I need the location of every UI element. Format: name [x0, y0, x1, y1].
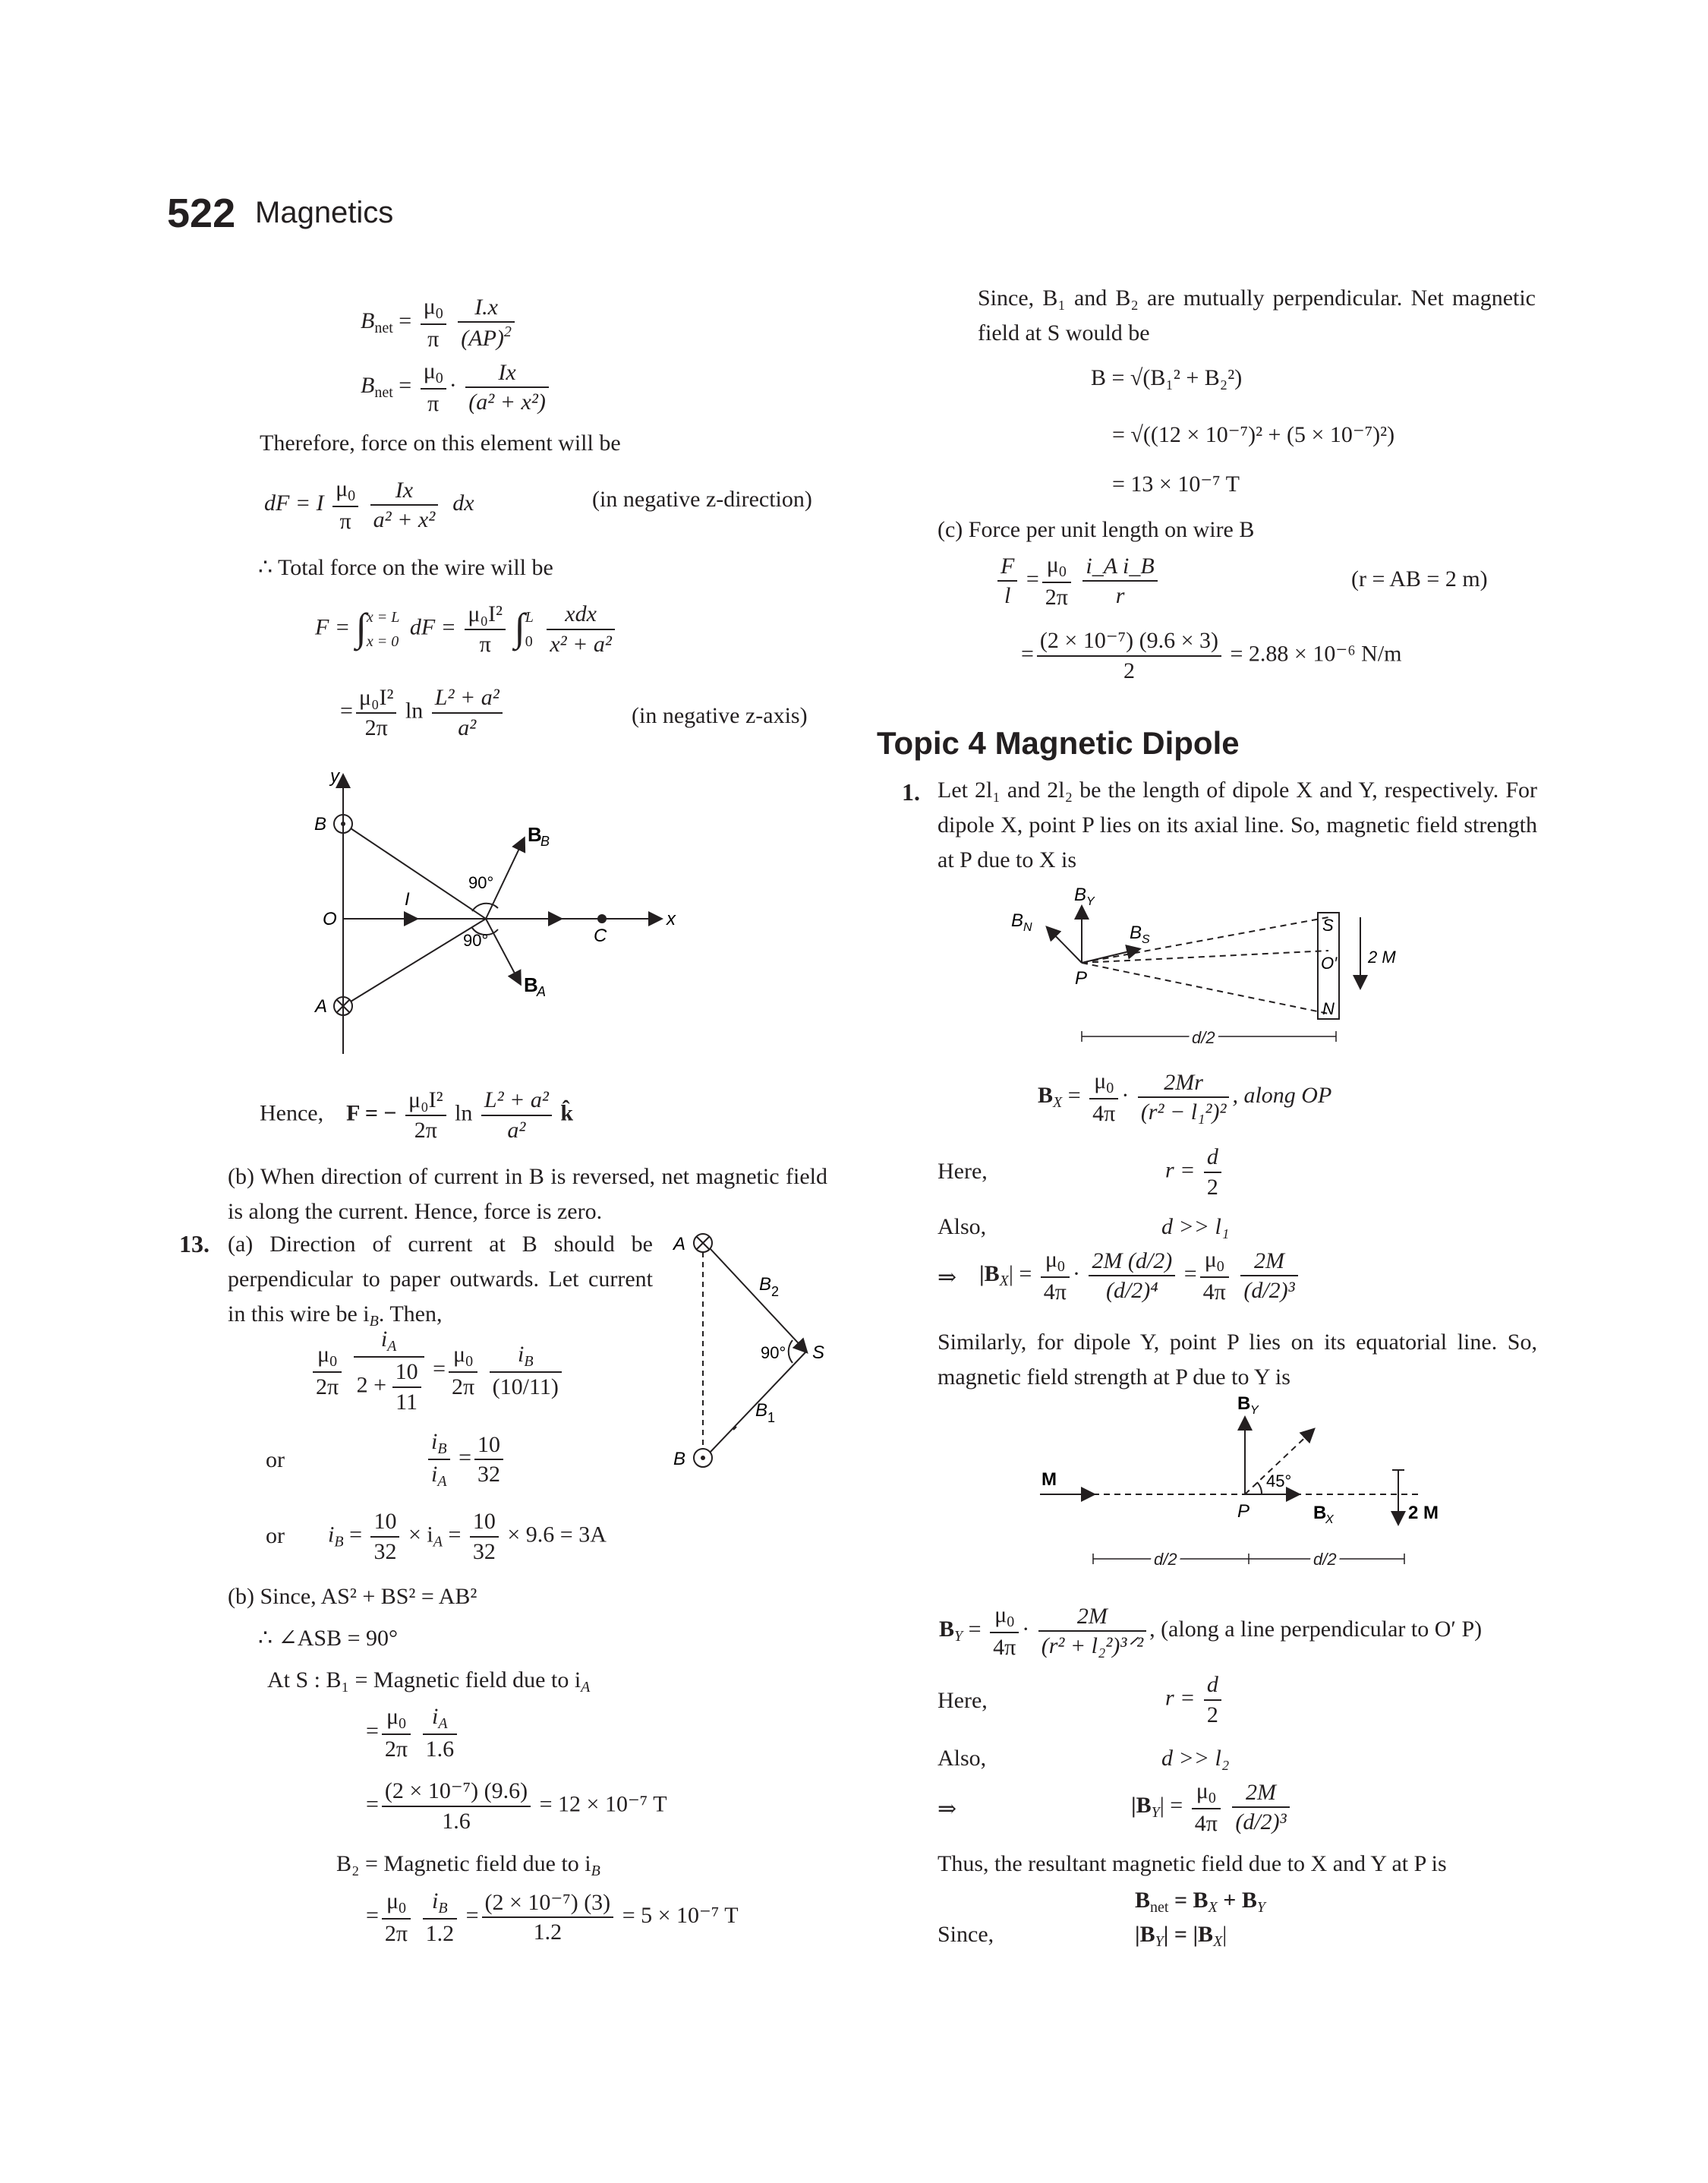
svg-text:M: M [1042, 1469, 1057, 1490]
svg-text:y: y [330, 766, 339, 787]
q1-text: Let 2l₁ and 2l₂ be the length of dipole X and Y, respectively. For dipole X, point P lies on its axial line. So, magnetic field strength at P due to X is [938, 778, 1537, 872]
svg-text:B: B [540, 834, 550, 849]
svg-text:B: B [673, 1449, 686, 1469]
also-2-label: Also, [938, 1746, 987, 1771]
eq-F-integral: F = ∫ x = L x = 0 dF = $\frac{\text{μ₀I²}}{\pi}$ ∫ L 0 xdx x² + a² [315, 600, 618, 658]
point-C [597, 914, 607, 923]
svg-text:B: B [755, 1400, 768, 1421]
part-c-line: (c) Force per unit length on wire B [938, 517, 1255, 542]
eq-13-3: $i_B$ = $\frac{10}{32}$ × $i_A$ = $\frac{10}{32}$ × 9.6 = 3A [328, 1509, 607, 1564]
BA-vector [486, 919, 520, 983]
svg-text:O′: O′ [1321, 954, 1338, 973]
svg-text:B: B [528, 823, 542, 846]
eq-b2: = $\frac{\mu_0}{2\pi}$ $\frac{i_B}{1.2}$ = $\frac{\text{(2 × 10⁻⁷) (3)}}{1.2}$ = 5 × 10⁻⁷ T [366, 1888, 739, 1946]
implies-1: ⇒ [938, 1265, 957, 1290]
svg-text:d/2: d/2 [1313, 1550, 1337, 1569]
eq-r-2: r = $\frac{d}{2}$ [1165, 1670, 1224, 1729]
svg-text:P: P [1237, 1501, 1250, 1522]
svg-text:A: A [673, 1234, 686, 1254]
force-line: Therefore, force on this element will be [260, 431, 621, 456]
at-s-line: At S : B₁ = Magnetic field due to $i_A$ [267, 1667, 591, 1696]
svg-text:d/2: d/2 [1154, 1550, 1177, 1569]
eq-hence: Hence, F = − $\frac{\text{μ₀I²}}{2\pi}$ ln $\frac{\text{L² + a²}}{\text{a²}}$ k̂ [260, 1087, 574, 1143]
svg-text:B: B [1130, 923, 1142, 943]
svg-text:2 M: 2 M [1408, 1503, 1439, 1523]
eq-B-3: = 13 × 10⁻⁷ T [1112, 472, 1240, 497]
total-force-line: ∴ Total force on the wire will be [258, 555, 553, 580]
part-b-text: (b) When direction of current in B is reversed, net magnetic field is along the current. Hence, force is zero. [228, 1164, 827, 1224]
svg-text:A: A [315, 996, 328, 1017]
figure-wires-force [304, 759, 698, 1063]
here-1-label: Here, [938, 1159, 988, 1184]
eq-13-1: $\frac{\mu_0}{2\pi}$ $i_A$ 2 + $\frac{10}{11}$ = $\frac{\mu_0}{2\pi}$ $\frac{i_B}{(10/11)}$ [310, 1325, 565, 1416]
page-number: 522 [167, 191, 236, 236]
here-2-label: Here, [938, 1688, 988, 1713]
svg-text:B: B [1074, 885, 1087, 905]
svg-text:90°: 90° [761, 1343, 786, 1362]
eq-c-1: $\frac{F}{l}$ = $\frac{\mu_0}{2\pi}$ $\frac{\text{i\_A i\_B}}{r}$ [994, 550, 1161, 612]
svg-text:1: 1 [767, 1410, 776, 1425]
svg-text:45°: 45° [1266, 1472, 1292, 1491]
eq-Bnet-sum: $B_{net} = B_X + B_Y$ [1135, 1888, 1266, 1916]
svg-text:A: A [537, 984, 547, 999]
q13-part-b: (b) Since, AS² + BS² = AB² [228, 1584, 477, 1609]
figure-triangle-ASB [660, 1226, 843, 1484]
q1-number: 1. [902, 778, 920, 806]
figure-dipole-axial [1002, 881, 1412, 1055]
chapter-title: Magnetics [255, 196, 394, 229]
eq-df: dF = I $\frac{\mu_0}{\pi}$ $\frac{Ix}{\text{a² + x²}}$ dx [264, 476, 474, 534]
eq-B-1: B = √(B₁² + B₂²) [1091, 365, 1243, 390]
or-1: or [266, 1447, 285, 1472]
df-note: (in negative z-direction) [592, 487, 812, 512]
eq-ln: = $\frac{\text{μ₀I²}}{2\pi}$ ln $\frac{\text{L² + a²}}{\text{a²}}$ [340, 683, 506, 742]
svg-text:S: S [1142, 933, 1150, 946]
since-last-label: Since, [938, 1922, 994, 1947]
svg-text:B: B [314, 814, 327, 834]
svg-text:B: B [759, 1274, 772, 1295]
svg-text:x: x [666, 909, 676, 929]
eq-bnet-2: $B_{net}$ = $\frac{\mu_0}{\pi}$ · $\frac{Ix}{\text{(a² + x²)}}$ [361, 357, 552, 418]
since-perpendicular: Since, B₁ and B₂ are mutually perpendicular. Net magnetic field at S would be [978, 285, 1536, 345]
similarly-text: Similarly, for dipole Y, point P lies on its equatorial line. So, magnetic field strength at P due to Y is [938, 1330, 1537, 1390]
angle-ASB: ∴ ∠ASB = 90° [258, 1626, 398, 1651]
svg-text:B: B [1313, 1503, 1327, 1523]
svg-text:2 M: 2 M [1368, 948, 1396, 967]
svg-text:90°: 90° [468, 873, 494, 892]
eq-b1-b: = $\frac{\text{(2 × 10⁻⁷) (9.6)}}{1.6}$ = 12 × 10⁻⁷ T [366, 1778, 667, 1834]
svg-text:X: X [1325, 1513, 1334, 1526]
svg-text:B: B [1237, 1393, 1251, 1414]
thus-text: Thus, the resultant magnetic field due to X and Y at P is [938, 1851, 1447, 1876]
implies-2: ⇒ [938, 1797, 957, 1822]
q13-part-a: (a) Direction of current at B should be perpendicular to paper outwards. Let current in this wire be $i_B$. Then, [228, 1232, 653, 1330]
b2-line: B₂ = Magnetic field due to $i_B$ [336, 1851, 600, 1879]
eq-BY: $B_Y$ = $\frac{\mu_0}{4\pi}$ · 2M (r² + l₂²)³ᐟ² , (along a line perpendicular to O′ P) [939, 1602, 1483, 1660]
svg-text:I: I [405, 889, 410, 910]
eq-BY-equals-BX: $|B_Y| = |B_X|$ [1135, 1922, 1227, 1950]
eq-B-2: = √((12 × 10⁻⁷)² + (5 × 10⁻⁷)²) [1112, 422, 1395, 447]
figure-dipole-equatorial [1017, 1388, 1473, 1585]
svg-text:90°: 90° [463, 931, 489, 950]
eq-d-l1: d >> l₁ [1161, 1214, 1230, 1239]
svg-text:Y: Y [1250, 1404, 1259, 1417]
ln-note: (in negative z-axis) [632, 703, 808, 728]
eq-bnet-1: $B_{net}$ = $\frac{\mu_0}{\pi}$ $\frac{I.x}{(AP)^2}$ [361, 292, 518, 354]
svg-text:N: N [1023, 921, 1032, 934]
q13-number: 13. [179, 1230, 210, 1257]
also-1-label: Also, [938, 1214, 987, 1239]
svg-text:2: 2 [771, 1284, 780, 1299]
eq-mag-BY: $|B_Y|$ = $\frac{\mu_0}{4\pi}$ $\frac{2M}{\text{(d/2)³}}$ [1131, 1777, 1293, 1838]
eq-d-l2: d >> l₂ [1161, 1746, 1230, 1771]
svg-text:Y: Y [1086, 895, 1095, 908]
svg-text:O: O [323, 909, 337, 929]
eq-BX: $B_X$ = $\frac{\mu_0}{4\pi}$ · $\frac{2Mr}{\text{(r² − l₁²)²}}$ , along OP [1038, 1068, 1332, 1126]
svg-text:B: B [1011, 910, 1024, 931]
or-2: or [266, 1523, 285, 1548]
eq-mag-BX: $|B_X|$ = $\frac{\mu_0}{4\pi}$ · $\frac{2M (d/2)}{\text{(d/2)⁴}}$ = $\frac{\mu_0}{4\pi}$ $\frac{2M}{\text{(d/2)³}}$ [979, 1245, 1301, 1307]
svg-text:S: S [1322, 916, 1334, 935]
svg-text:S: S [812, 1342, 825, 1363]
svg-text:P: P [1075, 968, 1088, 989]
svg-text:C: C [594, 926, 607, 946]
eq-b1-a: = $\frac{\mu_0}{2\pi}$ $\frac{i_A}{1.6}$ [366, 1702, 460, 1764]
eq-r-1: r = $\frac{d}{2}$ [1165, 1143, 1224, 1201]
eq-c-2: = $\frac{\text{(2 × 10⁻⁷) (9.6 × 3)}}{2}$ = 2.88 × 10⁻⁶ N/m [1021, 628, 1402, 683]
part-c-note: (r = AB = 2 m) [1351, 566, 1488, 591]
topic-heading: Topic 4 Magnetic Dipole [877, 725, 1240, 761]
eq-13-2: $\frac{i_B}{i_A}$ = $\frac{10}{32}$ [425, 1427, 506, 1491]
svg-text:d/2: d/2 [1192, 1028, 1215, 1047]
svg-text:B: B [524, 973, 538, 996]
svg-text:N: N [1322, 999, 1335, 1018]
